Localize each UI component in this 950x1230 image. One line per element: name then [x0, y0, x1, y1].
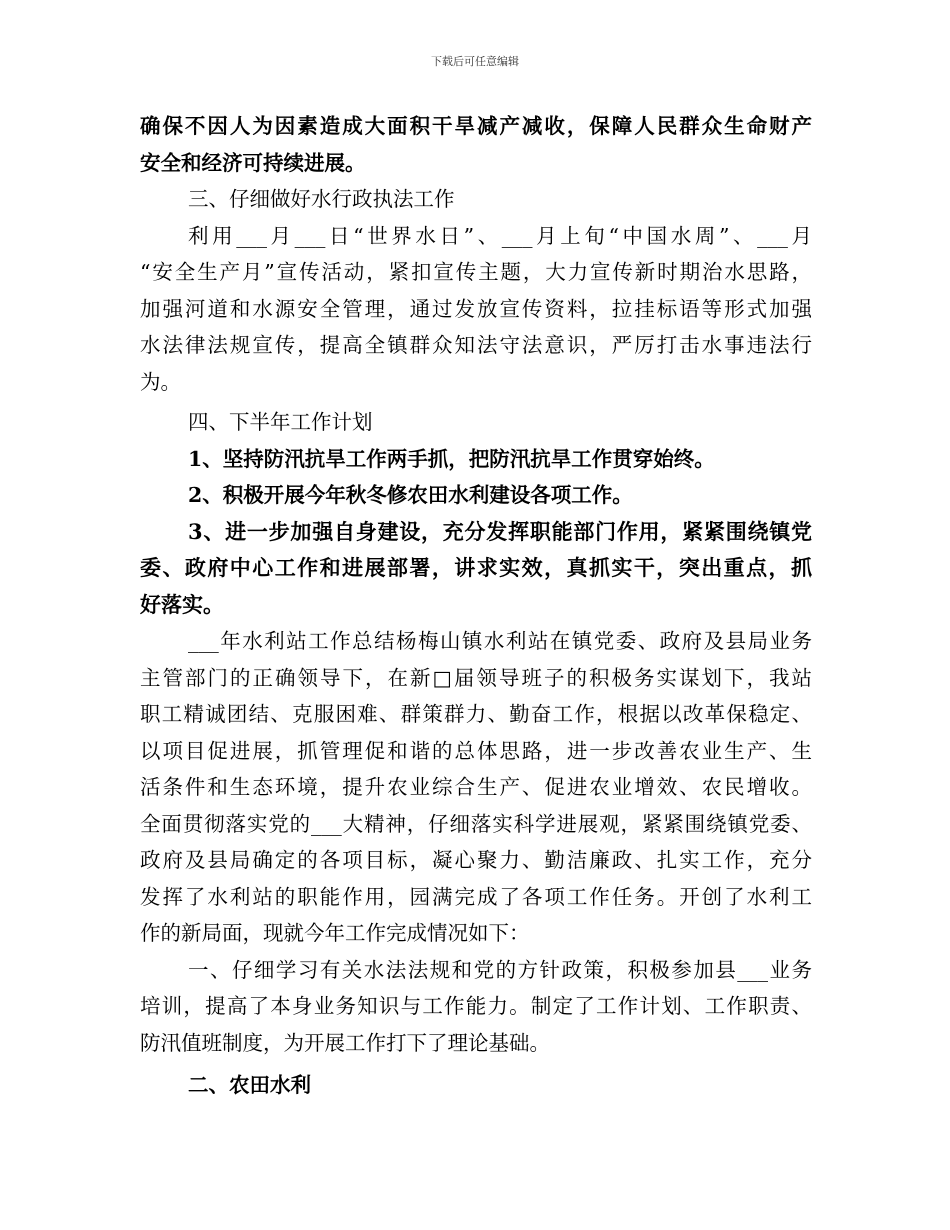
text-line: 全面贯彻落实党的___大精神，仔细落实科学进展观，紧紧围绕镇党委、: [140, 811, 812, 836]
text-line: “安全生产月”宣传活动，紧扣宣传主题，大力宣传新时期治水思路，: [140, 260, 812, 284]
text-line: 为。: [140, 369, 181, 394]
plan-item: [140, 514, 812, 624]
paragraph-summary: [140, 623, 812, 952]
section-heading: 四、下半年工作计划: [188, 410, 373, 434]
text-line: 活条件和生态环境，提升农业综合生产、促进农业增效、农民增收。: [140, 775, 812, 799]
text-line: 发挥了水利站的职能作用，园满完成了各项工作任务。开创了水利工: [140, 884, 812, 909]
text-line: 职工精诚团结、克服困难、群策群力、勤奋工作，根据以改革保稳定、: [140, 702, 812, 726]
text-line: 确保不因人为因素造成大面积干旱减产减收，保障人民群众生命财产: [140, 114, 812, 138]
section-heading: 二、农田水利: [188, 1073, 311, 1097]
page-header-note: 下载后可任意编辑: [431, 55, 519, 68]
text-line: 一、仔细学习有关水法法规和党的方针政策，积极参加县___业务: [188, 957, 812, 982]
text-line: ___年水利站工作总结杨梅山镇水利站在镇党委、政府及县局业务: [188, 629, 812, 653]
text-line: 加强河道和水源安全管理，通过发放宣传资料，拉挂标语等形式加强: [140, 296, 812, 321]
plan-item: 1、坚持防汛抗旱工作两手抓，把防汛抗旱工作贯穿始终。: [188, 446, 715, 471]
text-line: 委、政府中心工作和进展部署，讲求实效，真抓实干，突出重点，抓: [140, 555, 812, 580]
paragraph-continuation: [140, 108, 812, 181]
text-line: 作的新局面，现就今年工作完成情况如下：: [140, 921, 530, 945]
paragraph-section-one: [140, 952, 812, 1062]
text-line: 培训，提高了本身业务知识与工作能力。制定了工作计划、工作职责、: [140, 994, 812, 1018]
paragraph-water-day: [140, 218, 812, 401]
text-line: 利用___月___日“世界水日”、___月上旬“中国水周”、___月: [188, 223, 812, 248]
text-line: 防汛值班制度，为开展工作打下了理论基础。: [140, 1030, 550, 1055]
plan-item: 2、积极开展今年秋冬修农田水利建设各项工作。: [188, 483, 633, 507]
text-line: 以项目促进展，抓管理促和谐的总体思路，进一步改善农业生产、生: [140, 738, 812, 763]
text-line: 水法律法规宣传，提高全镇群众知法守法意识，严厉打击水事违法行: [140, 333, 812, 357]
text-line: 政府及县局确定的各项目标，凝心聚力、勤洁廉政、扎实工作，充分: [140, 848, 812, 872]
document-body: [140, 108, 812, 1104]
text-line: 好落实。: [140, 591, 224, 617]
text-line: 主管部门的正确领导下，在新□届领导班子的积极务实谋划下，我站: [140, 665, 812, 690]
text-line: 安全和经济可持续进展。: [140, 150, 366, 175]
section-heading: 三、仔细做好水行政执法工作: [188, 187, 455, 211]
text-line: 3、进一步加强自身建设，充分发挥职能部门作用，紧紧围绕镇党: [188, 518, 812, 544]
